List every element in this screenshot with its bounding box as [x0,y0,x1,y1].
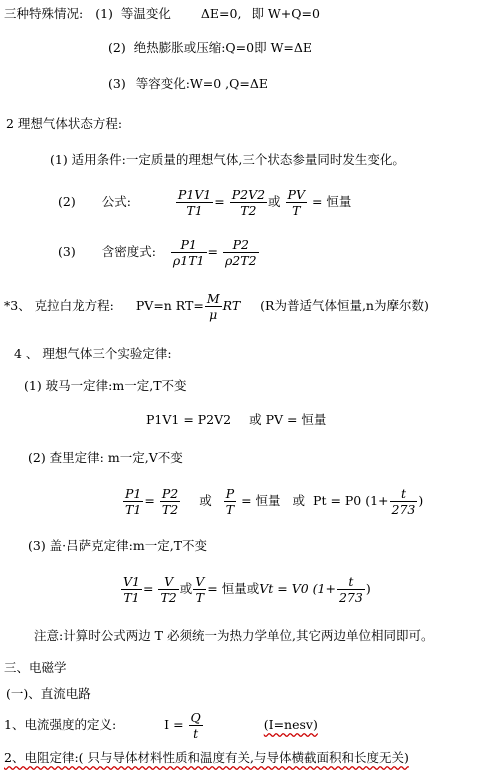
constant-text: = 恒量 [311,194,352,209]
frac-numerator: P1V1 [177,187,212,202]
frac-numerator: V [195,574,205,589]
special-cases-label: 三种特殊情况: [4,6,84,21]
item-number: (3) [58,244,76,259]
frac-denominator: T1 [125,502,142,517]
density-equation: $\frac{P1}{\rho 1T1}$ = $\frac{P2}{\rho 2T2}$ [172,237,257,268]
dc-circuit-subtitle: (一)、直流电路 [6,686,91,701]
item-number: (2) [108,40,126,55]
isothermal-eq2: 即 W+Q=0 [251,6,320,21]
frac-numerator: t [390,486,418,502]
close-paren: ) [418,493,424,508]
constant-text: = 恒量或 [207,581,260,596]
frac-denominator: μ [209,307,218,322]
gay-lussac-law-line: (3) 盖·吕萨克定律:m一定,T不变 [28,538,208,553]
boyle-eq: P1V1 = P2V2 [146,412,232,427]
isochoric-text: 等容变化:W=0 ,Q=ΔE [135,76,269,91]
state-equation: $\frac{P1V1}{T1}$ = $\frac{P2V2}{T2}$ 或 $\frac{PV}{T}$ = 恒量 [177,187,352,218]
frac-numerator: t [337,574,365,590]
frac-numerator: P2 [223,237,259,253]
frac-denominator: ρ1T1 [172,253,205,268]
pt-text: Pt = P0 (1+ [313,493,389,508]
condition-line: (1) 适用条件:一定质量的理想气体,三个状态参量同时发生变化。 [50,152,405,167]
formula-label: 公式: [101,194,131,209]
frac-numerator: P1 [125,486,142,501]
resistance-law-text: 2、电阻定律:( 只与导体材料性质和温度有关,与导体横截面积和长度无关) [4,750,409,765]
adiabatic-text: 绝热膨胀或压缩:Q=0即 W=ΔE [133,40,313,55]
frac-numerator: M [206,291,220,306]
frac-numerator: P [225,486,235,501]
boyle-or: 或 PV = 恒量 [249,412,327,427]
frac-denominator: 273 [391,502,416,517]
or-text: 或 [268,194,281,209]
frac-denominator: T [292,203,301,218]
item-number: (1) [95,6,113,21]
clapeyron-label: *3、 克拉白龙方程: [4,298,114,313]
section-3-title: 三、电磁学 [4,660,67,675]
density-label: 含密度式: [101,244,156,259]
constant-text: = 恒量 [241,493,281,508]
current-label: 1、电流强度的定义: [4,717,117,732]
item-number: (2) [58,194,76,209]
frac-denominator: ρ2T2 [224,253,257,268]
charles-law-line: (2) 查里定律: m一定,V不变 [28,450,183,465]
frac-denominator: t [193,726,199,741]
isothermal-label: 等温变化 [120,6,171,21]
frac-numerator: PV [287,187,305,202]
current-alt: (I=nesv) [263,717,318,732]
close-paren: ) [365,581,371,596]
section-2-title: 2 理想气体状态方程: [6,116,123,131]
frac-numerator: Q [190,710,201,725]
density-line [58,236,260,268]
frac-numerator: P1 [171,237,207,253]
or-text: 或 [199,493,212,508]
frac-numerator: P2 [161,486,179,501]
frac-denominator: 273 [338,590,363,605]
clapeyron-line [4,290,429,322]
gay-lussac-equation: $\frac{V1}{T1}$ = $\frac{V}{T2}$ 或 $\frac{V}{T}$ = 恒量或Vt = V0 (1+ $\frac{t}{273}$ ) [123,574,371,605]
or-text: 或 [292,493,306,508]
frac-denominator: T1 [123,590,140,605]
boyle-law-line: (1) 玻马一定律:m一定,T不变 [24,378,187,393]
isothermal-eq1: ΔE=0, [200,6,242,21]
current-definition-line [4,710,318,741]
frac-numerator: P2V2 [231,187,266,202]
frac-numerator: V [158,574,178,590]
current-pre: I = [164,717,184,732]
clapeyron-pre: PV=n RT= [135,298,204,313]
note-line: 注意:计算时公式两边 T 必须统一为热力学单位,其它两边单位相同即可。 [34,628,434,643]
frac-numerator: V1 [123,574,140,589]
boyle-equation [146,412,326,428]
frac-denominator: T2 [161,502,179,517]
special-cases-line-2 [108,40,312,56]
frac-denominator: T [225,502,235,517]
special-cases-line-3 [108,76,268,92]
clapeyron-post: RT [222,298,241,313]
or-text: 或 [179,581,193,596]
formula-line [58,186,351,218]
frac-denominator: T2 [160,590,177,605]
charles-equation: $\frac{P1}{T1}$ = $\frac{P2}{T2}$ 或 $\frac{P}{T}$ = 恒量 或 Pt = P0 (1+ $\frac{t}{273}$ ) [125,486,424,517]
resistance-law-line [4,750,409,766]
special-cases-line-1 [4,6,320,22]
frac-denominator: T [195,590,204,605]
section-4-title: 4 、 理想气体三个实验定律: [14,346,172,361]
vt-text: Vt = V0 (1+ [259,581,336,596]
frac-denominator: T2 [240,203,257,218]
clapeyron-note: (R为普适气体恒量,n为摩尔数) [260,298,429,313]
frac-denominator: T1 [186,203,203,218]
item-number: (3) [108,76,126,91]
